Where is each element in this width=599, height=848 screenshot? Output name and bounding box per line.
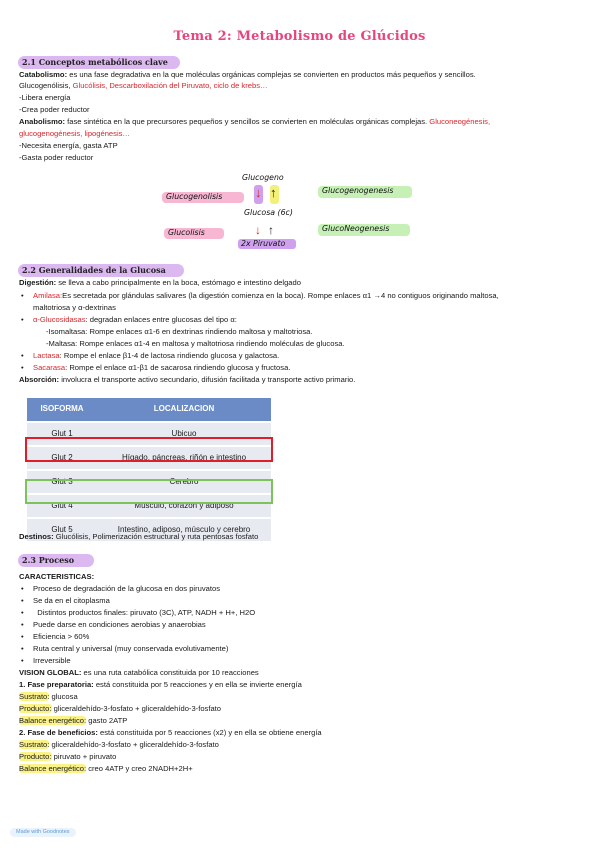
f1-sustrato-value: glucosa bbox=[49, 692, 78, 701]
list-item: • Puede darse en condiciones aerobias y anaerobias bbox=[33, 620, 206, 630]
f1-producto-line bbox=[19, 704, 221, 714]
maltasa-line: -Maltasa: Rompe enlaces α1-4 en maltosa y maltotriosa rindiendo moléculas de glucosa. bbox=[46, 339, 345, 348]
anabolismo-text: fase sintética en la que precursores pequeños y sencillos se convierten en moléculas orgánicas complejas. bbox=[65, 117, 430, 126]
fase1-text: está constituida por 5 reacciones y en ella se invierte energía bbox=[93, 680, 302, 689]
lactasa-line bbox=[33, 351, 279, 361]
up-arrow-icon: ↑ bbox=[270, 185, 277, 200]
absorcion-text: involucra el transporte activo secundario, difusión facilitada y transporte activo primario. bbox=[59, 375, 356, 384]
list-item: • Irreversible bbox=[33, 656, 71, 666]
lactasa-label: Lactasa bbox=[33, 351, 60, 360]
glucosidasas-label: α-Glucosidasas bbox=[33, 315, 86, 324]
destinos-line bbox=[19, 532, 258, 542]
f2-sustrato-label: Sustrato: bbox=[19, 740, 50, 749]
absorcion-label: Absorción: bbox=[19, 375, 60, 384]
table-header-row bbox=[27, 398, 271, 421]
glucosidasas-line bbox=[33, 315, 237, 325]
glut-table bbox=[27, 398, 271, 541]
sacarasa-line bbox=[33, 363, 290, 373]
f2-producto-line bbox=[19, 752, 116, 762]
anabolismo-line bbox=[19, 117, 490, 127]
diagram-glucogenogenesis: Glucogenogenesis bbox=[322, 186, 394, 195]
fase1-line bbox=[19, 680, 302, 690]
f2-balance-label: Balance energético: bbox=[19, 764, 87, 773]
glut2-red-box bbox=[25, 437, 273, 462]
caracteristicas-heading: CARACTERISTICAS: bbox=[19, 572, 95, 581]
down-arrow-2-icon: ↓ bbox=[255, 223, 261, 237]
vision-global-label: VISION GLOBAL: bbox=[19, 668, 82, 677]
amilasa-line bbox=[33, 291, 499, 301]
section-heading-2-2: 2.2 Generalidades de la Glucosa bbox=[18, 264, 184, 277]
fase2-line bbox=[19, 728, 322, 738]
diagram-gluconeogenesis: GlucoNeogenesis bbox=[322, 224, 390, 233]
digestion-text: se lleva a cabo principalmente en la boca, estómago e intestino delgado bbox=[56, 278, 301, 287]
glucosidasas-text: : degradan enlaces entre glucosas del tipo α: bbox=[85, 315, 237, 324]
amilasa-text: Es secretada por glándulas salivares (la digestión comienza en la boca). Rompe enlaces α1 →4 no contiguos originando maltosa, bbox=[62, 291, 499, 300]
diagram-glucosa: Glucosa (6c) bbox=[244, 208, 293, 217]
lactasa-text: : Rompe el enlace β1-4 de lactosa rindiendo glucosa y galactosa. bbox=[59, 351, 280, 360]
table-cell: Músculo, corazón y adiposo bbox=[97, 493, 271, 517]
catabolismo-line bbox=[19, 70, 476, 80]
f1-producto-label: Producto: bbox=[19, 704, 52, 713]
table-cell: Glut 1 bbox=[27, 421, 97, 445]
f1-balance-line bbox=[19, 716, 127, 726]
made-with-goodnotes-badge: Made with Goodnotes bbox=[10, 828, 76, 837]
f1-producto-value: gliceraldehído-3-fosfato + gliceraldehído-3-fosfato bbox=[51, 704, 221, 713]
fase2-text: está constituida por 5 reacciones (x2) y en ella se obtiene energía bbox=[97, 728, 322, 737]
diagram-glucogeno: Glucogeno bbox=[242, 173, 284, 182]
ana-point-2: -Gasta poder reductor bbox=[19, 153, 94, 162]
f1-balance-value: gasto 2ATP bbox=[86, 716, 128, 725]
catabolismo-label: Catabolismo: bbox=[19, 70, 68, 79]
isomaltasa-line: -Isomaltasa: Rompe enlaces α1-6 en dextrinas rindiendo maltosa y maltotriosa. bbox=[46, 327, 313, 336]
catabolismo-example-black: Glucogenólisis, bbox=[19, 81, 73, 90]
list-item: • Eficiencia > 60% bbox=[33, 632, 89, 642]
destinos-text: Glucólisis, Polimerización estructural y ruta pentosas fosfato bbox=[53, 532, 259, 541]
section-heading-2-3: 2.3 Proceso bbox=[18, 554, 94, 567]
list-item: • Proceso de degradación de la glucosa en dos piruvatos bbox=[33, 584, 220, 594]
fase1-label: 1. Fase preparatoria: bbox=[19, 680, 94, 689]
table-cell: Ubicuo bbox=[97, 421, 271, 445]
f2-balance-line bbox=[19, 764, 193, 774]
sacarasa-label: Sacarasa bbox=[33, 363, 66, 372]
table-cell: Hígado, páncreas, riñón e intestino bbox=[97, 445, 271, 469]
diagram-piruvato: 2x Piruvato bbox=[241, 239, 286, 248]
amilasa-label: Amilasa: bbox=[33, 291, 63, 300]
column-header-isoforma: ISOFORMA bbox=[27, 398, 97, 421]
catabolismo-text: es una fase degradativa en la que moléculas orgánicas complejas se convierten en productos más pequeños y sencillos. bbox=[67, 70, 476, 79]
catabolismo-examples bbox=[19, 81, 268, 91]
table-cell: Intestino, adiposo, músculo y cerebro bbox=[97, 517, 271, 541]
vision-global-text: es una ruta catabólica constituida por 10 reacciones bbox=[81, 668, 259, 677]
f2-balance-value: creo 4ATP y creo 2NADH+2H+ bbox=[86, 764, 193, 773]
fase2-label: 2. Fase de beneficios: bbox=[19, 728, 98, 737]
metabolism-diagram bbox=[160, 168, 420, 250]
page-title: Tema 2: Metabolismo de Glúcidos bbox=[173, 29, 426, 44]
anabolismo-red-2: glucogenogénesis, lipogénesis… bbox=[19, 129, 131, 138]
down-arrow-icon: ↓ bbox=[255, 185, 262, 200]
up-arrow-2-icon: ↑ bbox=[268, 223, 274, 237]
f2-producto-value: piruvato + piruvato bbox=[51, 752, 117, 761]
f2-sustrato-value: gliceraldehído-3-fosfato + gliceraldehído-3-fosfato bbox=[49, 740, 219, 749]
digestion-line bbox=[19, 278, 301, 288]
glut4-green-box bbox=[25, 479, 273, 504]
digestion-label: Digestión: bbox=[19, 278, 57, 287]
amilasa-line-2: maltotriosa y α-dextrinas bbox=[33, 303, 116, 312]
catabolismo-example-red: Glucólisis, Descarboxilación del Piruvato, ciclo de krebs… bbox=[72, 81, 268, 90]
vision-global-line bbox=[19, 668, 259, 678]
f1-sustrato-label: Sustrato: bbox=[19, 692, 50, 701]
table-cell: Glut 4 bbox=[27, 493, 97, 517]
absorcion-line bbox=[19, 375, 355, 385]
list-item: • Distintos productos finales: piruvato (3C), ATP, NADH + H+, H2O bbox=[33, 608, 255, 618]
table-cell: Glut 5 bbox=[27, 517, 97, 541]
table-cell: Glut 2 bbox=[27, 445, 97, 469]
f1-balance-label: Balance energético: bbox=[19, 716, 87, 725]
list-item: • Se da en el citoplasma bbox=[33, 596, 110, 606]
sacarasa-text: : Rompe el enlace α1-β1 de sacarosa rindiendo glucosa y fructosa. bbox=[65, 363, 291, 372]
diagram-glucolisis: Glucolisis bbox=[168, 228, 205, 237]
f1-sustrato-line bbox=[19, 692, 78, 702]
cat-point-1: -Libera energía bbox=[19, 93, 71, 102]
f2-producto-label: Producto: bbox=[19, 752, 52, 761]
table-cell: Glut 3 bbox=[27, 469, 97, 493]
anabolismo-label: Anabolismo: bbox=[19, 117, 65, 126]
ana-point-1: -Necesita energía, gasta ATP bbox=[19, 141, 118, 150]
cat-point-2: -Crea poder reductor bbox=[19, 105, 90, 114]
column-header-localizacion: LOCALIZACION bbox=[97, 398, 271, 421]
destinos-label: Destinos: bbox=[19, 532, 54, 541]
anabolismo-red-1: Gluconeogénesis, bbox=[429, 117, 491, 126]
diagram-glucogenolisis: Glucogenolisis bbox=[166, 192, 223, 201]
list-item: • Ruta central y universal (muy conservada evolutivamente) bbox=[33, 644, 228, 654]
f2-sustrato-line bbox=[19, 740, 219, 750]
section-heading-2-1: 2.1 Conceptos metabólicos clave bbox=[18, 56, 180, 69]
table-cell: Cerebro bbox=[97, 469, 271, 493]
